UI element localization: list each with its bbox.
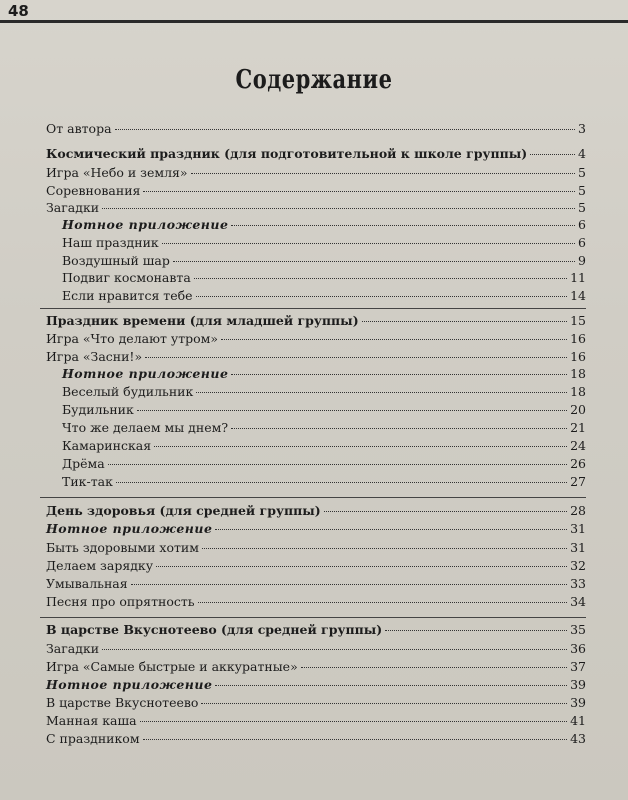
dot-leader: [231, 224, 575, 226]
toc-entry-page: 26: [570, 456, 586, 471]
toc-entry-page: 18: [570, 384, 586, 399]
toc-entry-title: Нотное приложение: [46, 521, 213, 536]
dot-leader: [231, 427, 567, 429]
toc-entry-page: 36: [570, 641, 586, 656]
toc-entry-title: Игра «Небо и земля»: [46, 165, 188, 180]
toc-entry-page: 16: [570, 331, 586, 346]
dot-leader: [115, 128, 576, 130]
toc-entry-title: Праздник времени (для младшей группы): [46, 313, 359, 328]
toc-entry: [46, 503, 586, 519]
toc-entry-page: 3: [578, 121, 586, 136]
toc-entry-title: Дрёма: [62, 456, 105, 471]
toc-entry: [46, 349, 586, 365]
dot-leader: [385, 629, 567, 631]
toc-entry-page: 18: [570, 366, 586, 381]
page-header: [0, 0, 628, 26]
dot-leader: [143, 190, 575, 192]
toc-entry: [62, 384, 586, 400]
toc-entry-page: 35: [570, 622, 586, 637]
toc-entry: [46, 313, 586, 329]
toc-entry: [46, 695, 586, 711]
toc-entry-page: 11: [570, 270, 586, 285]
toc-entry-page: 33: [570, 576, 586, 591]
toc-entry-page: 28: [570, 503, 586, 518]
toc-entry-page: 27: [570, 474, 586, 489]
toc-entry-page: 5: [578, 183, 586, 198]
header-rule: [0, 20, 628, 23]
toc-entry: [46, 121, 586, 137]
toc-entry-title: Нотное приложение: [62, 217, 229, 232]
toc-entry-page: 21: [570, 420, 586, 435]
toc-entry-title: Игра «Что делают утром»: [46, 331, 219, 346]
toc-entry: [62, 270, 586, 286]
toc-entry: [62, 288, 586, 304]
dot-leader: [102, 648, 567, 650]
toc-entry: [46, 731, 586, 747]
toc-entry-page: 6: [578, 235, 586, 250]
toc-entry-page: 5: [578, 165, 586, 180]
section-divider: [40, 308, 586, 309]
dot-leader: [198, 601, 568, 603]
toc-entry: [46, 576, 586, 592]
toc-entry-title: Камаринская: [62, 438, 152, 453]
dot-leader: [362, 320, 567, 322]
toc-entry-page: 14: [570, 288, 586, 303]
toc-entry: [46, 331, 586, 347]
toc-entry-page: 9: [578, 253, 586, 268]
dot-leader: [194, 277, 567, 279]
toc-entry-page: 39: [570, 677, 586, 692]
dot-leader: [140, 720, 568, 722]
toc-entry-page: 20: [570, 402, 586, 417]
toc-entry: [62, 217, 586, 233]
dot-leader: [137, 409, 567, 411]
toc-entry-title: Загадки: [46, 641, 100, 656]
toc-entry: [46, 183, 586, 199]
dot-leader: [196, 391, 567, 393]
toc-entry-page: 16: [570, 349, 586, 364]
toc-entry: [62, 366, 586, 382]
dot-leader: [116, 481, 567, 483]
toc-entry-title: Песня про опрятность: [46, 594, 195, 609]
toc-entry: [46, 200, 586, 216]
toc-entry-title: Соревнования: [46, 183, 141, 198]
toc-entry-title: День здоровья (для средней группы): [46, 503, 321, 518]
section-divider: [40, 497, 586, 498]
toc-entry-page: 43: [570, 731, 586, 746]
toc-entry-title: Тик-так: [62, 474, 113, 489]
toc-entry-title: Нотное приложение: [46, 677, 213, 692]
toc-entry-title: Будильник: [62, 402, 134, 417]
dot-leader: [215, 528, 567, 530]
toc-entry-page: 4: [578, 146, 586, 161]
toc-entry-page: 39: [570, 695, 586, 710]
dot-leader: [102, 207, 575, 209]
toc-entry: [62, 402, 586, 418]
toc-entry-title: Игра «Самые быстрые и аккуратные»: [46, 659, 298, 674]
toc-entry-page: 5: [578, 200, 586, 215]
toc-entry: [46, 558, 586, 574]
dot-leader: [324, 510, 567, 512]
dot-leader: [530, 153, 575, 155]
toc-entry: [46, 659, 586, 675]
dot-leader: [191, 172, 575, 174]
toc-entry: [46, 165, 586, 181]
dot-leader: [301, 666, 567, 668]
toc-entry-title: С праздником: [46, 731, 140, 746]
toc-entry-title: Если нравится тебе: [62, 288, 193, 303]
toc-entry-page: 32: [570, 558, 586, 573]
toc-entry-page: 41: [570, 713, 586, 728]
toc-entry-page: 6: [578, 217, 586, 232]
dot-leader: [231, 373, 567, 375]
toc-entry: [46, 641, 586, 657]
dot-leader: [202, 547, 567, 549]
toc-entry-title: В царстве Вкуснотеево (для средней группы): [46, 622, 383, 637]
toc-entry-page: 31: [570, 540, 586, 555]
toc-entry-title: Манная каша: [46, 713, 137, 728]
dot-leader: [145, 356, 567, 358]
page-number: 48: [8, 2, 29, 20]
dot-leader: [154, 445, 567, 447]
toc-entry: [62, 235, 586, 251]
toc-entry: [46, 521, 586, 537]
toc-entry-title: Воздушный шар: [62, 253, 170, 268]
dot-leader: [108, 463, 567, 465]
toc-entry-title: Космический праздник (для подготовительной к школе группы): [46, 146, 528, 161]
toc-entry-title: Загадки: [46, 200, 100, 215]
dot-leader: [162, 242, 575, 244]
toc-entry-title: Подвиг космонавта: [62, 270, 191, 285]
page-title: Содержание: [235, 62, 393, 95]
toc-entry-title: От автора: [46, 121, 112, 136]
toc-entry-page: 24: [570, 438, 586, 453]
dot-leader: [173, 260, 575, 262]
dot-leader: [201, 702, 567, 704]
toc-entry-title: Что же делаем мы днем?: [62, 420, 229, 435]
toc-entry: [62, 253, 586, 269]
toc-entry: [62, 456, 586, 472]
toc-entry: [46, 622, 586, 638]
dot-leader: [196, 295, 568, 297]
toc-entry: [46, 146, 586, 162]
toc-entry: [46, 677, 586, 693]
dot-leader: [215, 684, 567, 686]
toc-entry-page: 34: [570, 594, 586, 609]
toc-entry: [46, 594, 586, 610]
toc-entry-title: Быть здоровыми хотим: [46, 540, 199, 555]
toc-entry: [62, 420, 586, 436]
toc-entry: [46, 713, 586, 729]
toc-entry-title: Игра «Засни!»: [46, 349, 143, 364]
section-divider: [40, 617, 586, 618]
toc-entry-title: Делаем зарядку: [46, 558, 154, 573]
dot-leader: [143, 738, 568, 740]
toc-entry-page: 37: [570, 659, 586, 674]
toc-entry-title: Веселый будильник: [62, 384, 194, 399]
toc-entry-title: Нотное приложение: [62, 366, 229, 381]
toc-entry-title: Умывальная: [46, 576, 128, 591]
toc-entry-page: 15: [570, 313, 586, 328]
dot-leader: [156, 565, 567, 567]
toc-entry: [62, 438, 586, 454]
toc-entry: [46, 540, 586, 556]
toc-entry-page: 31: [570, 521, 586, 536]
dot-leader: [221, 338, 567, 340]
dot-leader: [131, 583, 567, 585]
toc-entry: [62, 474, 586, 490]
toc-entry-title: Наш праздник: [62, 235, 159, 250]
toc-entry-title: В царстве Вкуснотеево: [46, 695, 199, 710]
